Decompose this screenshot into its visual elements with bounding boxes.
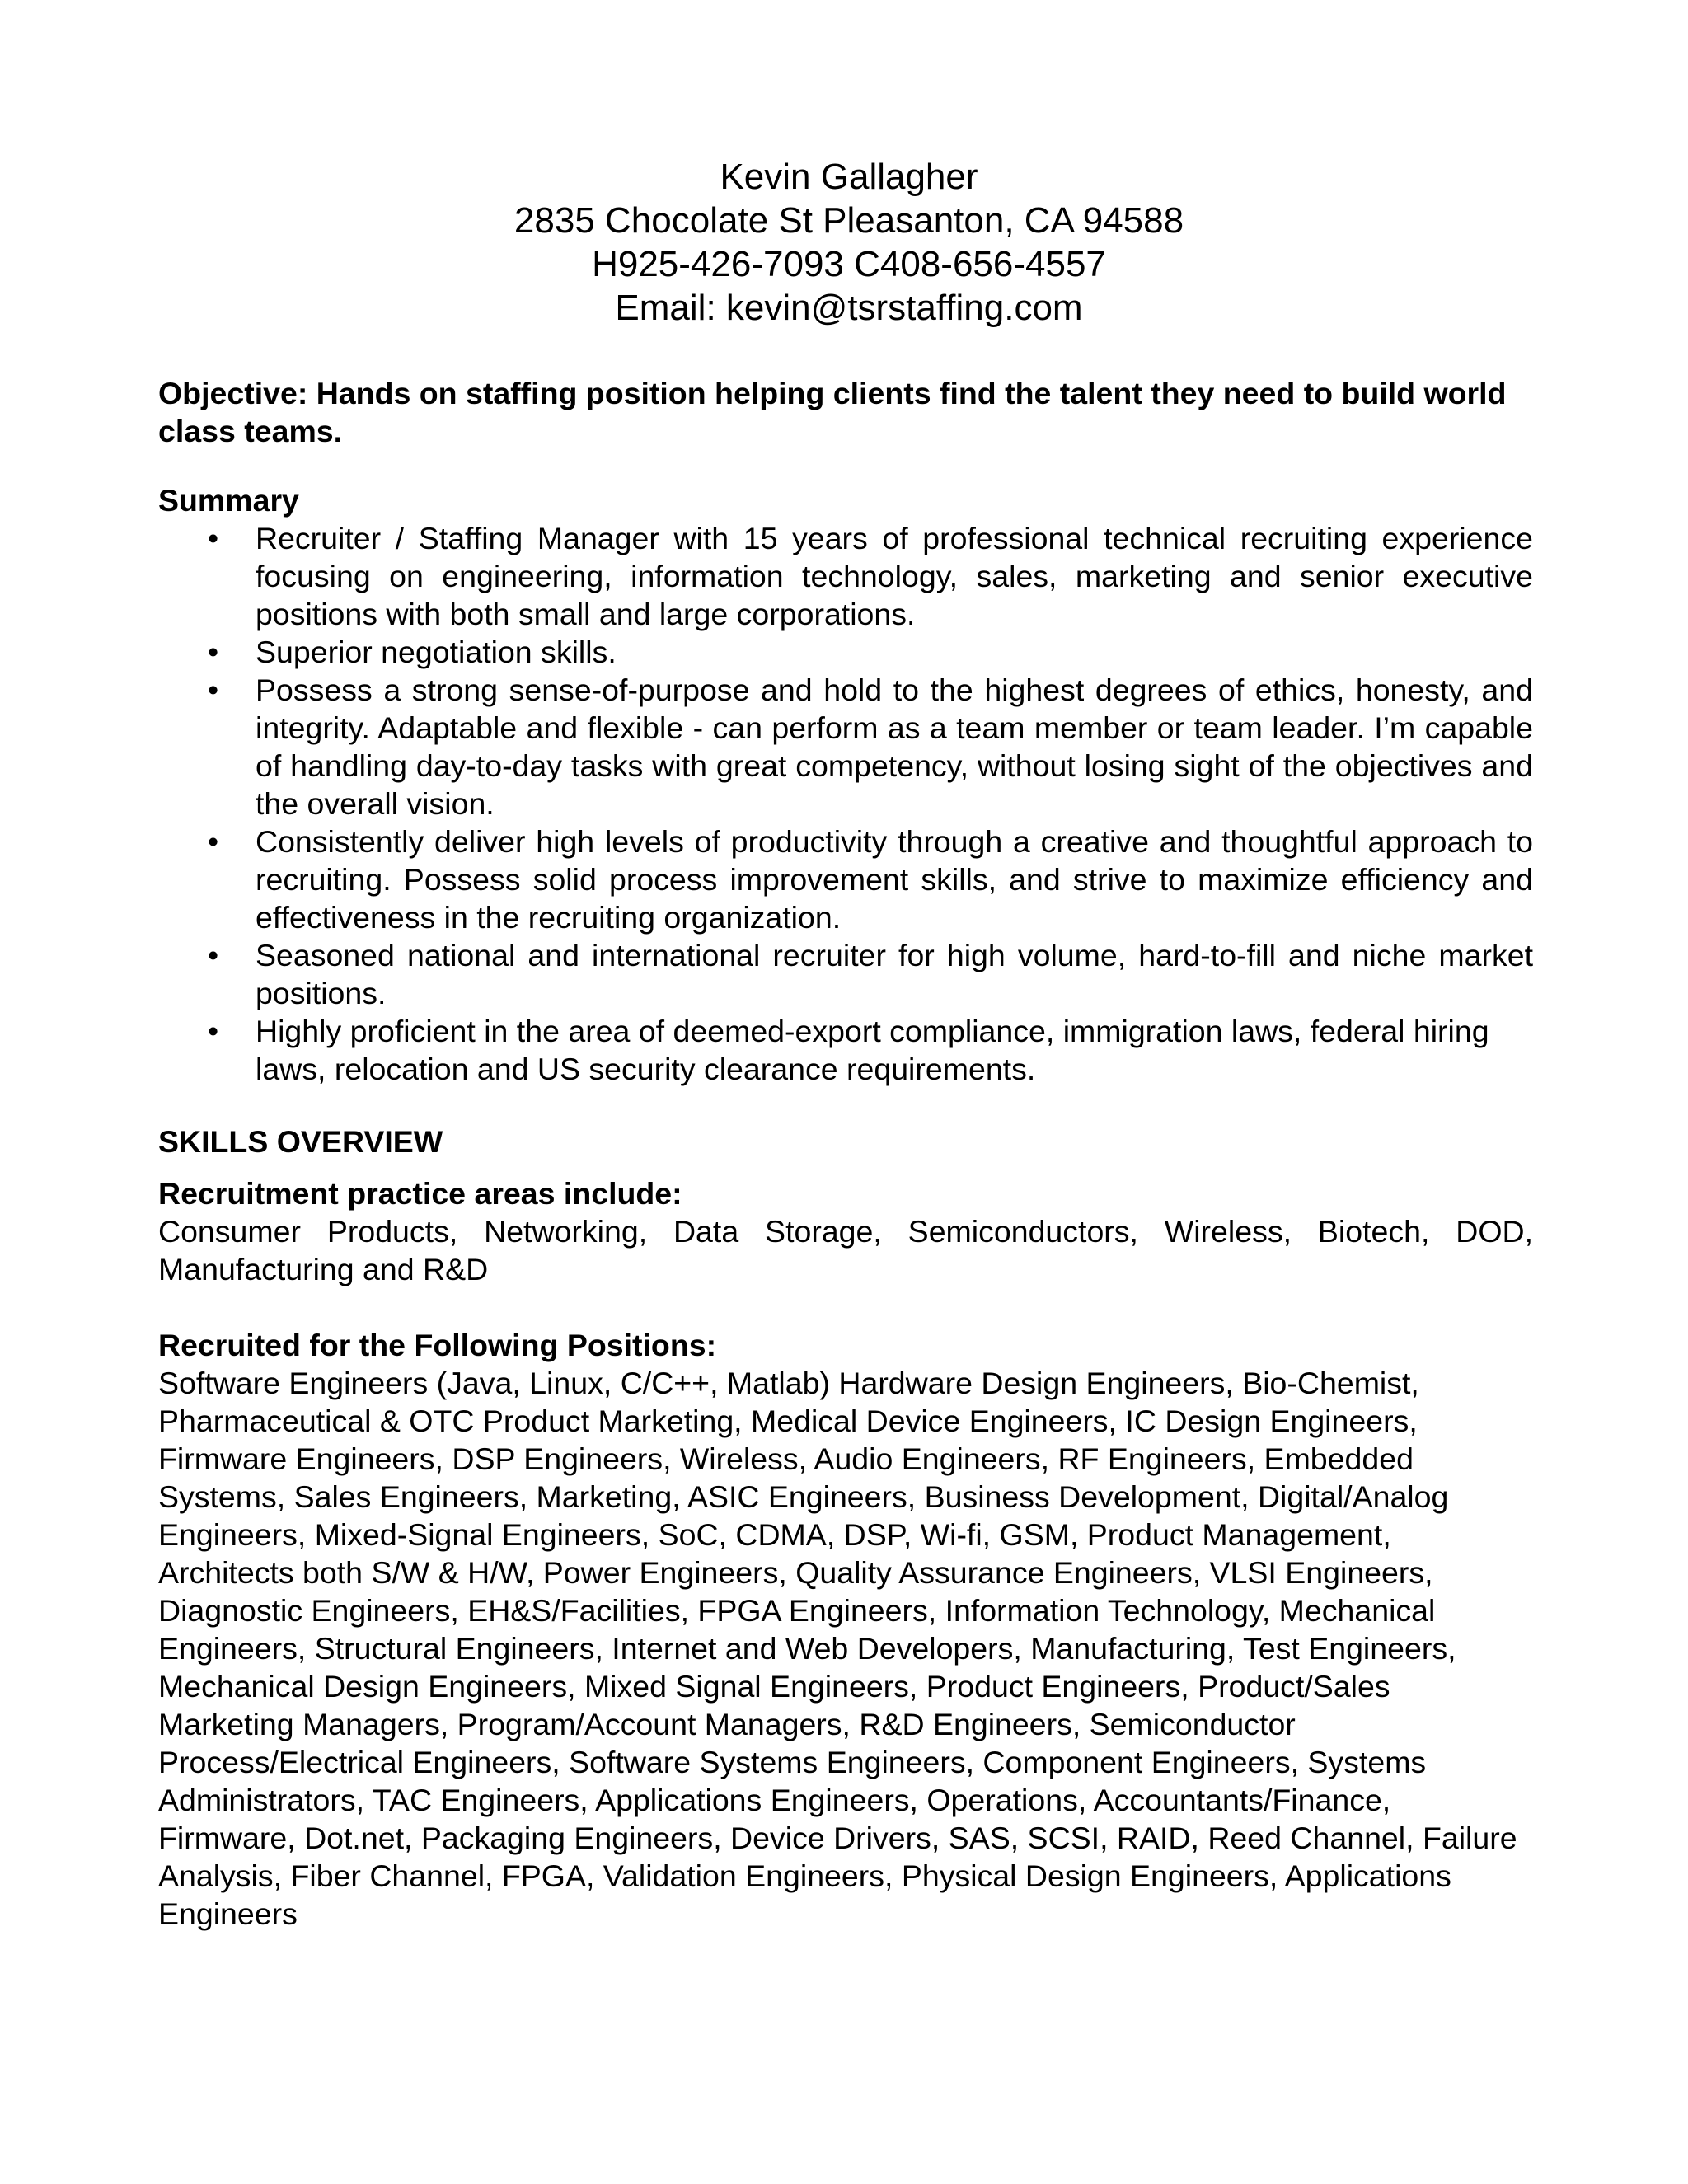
- email-address: Email: kevin@tsrstaffing.com: [615, 288, 1083, 328]
- summary-item-text: Seasoned national and international recruiter for high volume, hard-to-fill and niche market positions.: [256, 938, 1533, 1010]
- practice-areas-text: Consumer Products, Networking, Data Storage, Semiconductors, Wireless, Biotech, DOD, Manufacturing and R&D: [158, 1214, 1533, 1286]
- summary-item-text: Superior negotiation skills.: [256, 635, 617, 669]
- bullet-icon: •: [208, 1014, 219, 1048]
- positions-text: Software Engineers (Java, Linux, C/C++, Matlab) Hardware Design Engineers, Bio-Chemist, Pharmaceutical & OTC Product Marketing, Medical Device Engineers, IC Design Engineers, Firmware Engineers, DSP Engineers, Wireless, Audio Engineers, RF Engineers, Embedded Systems, Sales Engineers, Marketing, ASIC Engineers, Business Development, Digital/Analog Engineers, Mixed-Signal Engineers, SoC, CDMA, DSP, Wi-fi, GSM, Product Management, Architects both S/W & H/W, Power Engineers, Quality Assurance Engineers, VLSI Engineers, Diagnostic Engineers, EH&S/Facilities, FPGA Engineers, Information Technology, Mechanical Engineers, Structural Engineers, Internet and Web Developers, Manufacturing, Test Engineers, Mechanical Design Engineers, Mixed Signal Engineers, Product Engineers, Product/Sales Marketing Managers, Program/Account Managers, R&D Engineers, Semiconductor Process/Electrical Engineers, Software Systems Engineers, Component Engineers, Systems Administrators, TAC Engineers, Applications Engineers, Operations, Accountants/Finance, Firmware, Dot.net, Packaging Engineers, Device Drivers, SAS, SCSI, RAID, Reed Channel, Failure Analysis, Fiber Channel, FPGA, Validation Engineers, Physical Design Engineers, Applications Engineers: [158, 1366, 1517, 1931]
- bullet-icon: •: [208, 673, 219, 707]
- bullet-icon: •: [208, 635, 219, 669]
- summary-item: [158, 519, 1533, 633]
- summary-section: [158, 481, 1533, 1088]
- summary-list: [158, 519, 1533, 1088]
- summary-heading: Summary: [158, 483, 299, 518]
- street-address: 2835 Chocolate St Pleasanton, CA 94588: [513, 200, 1184, 241]
- practice-areas-block: [158, 1174, 1533, 1288]
- positions-block: [158, 1326, 1533, 1933]
- objective-statement: Objective: Hands on staffing position helping clients find the talent they need to build world class teams.: [158, 376, 1507, 448]
- summary-item: [158, 823, 1533, 936]
- positions-heading: Recruited for the Following Positions:: [158, 1328, 717, 1362]
- summary-item-text: Highly proficient in the area of deemed-export compliance, immigration laws, federal hiring laws, relocation and US security clearance requirements.: [256, 1014, 1489, 1086]
- contact-header: [165, 155, 1533, 330]
- summary-item-text: Possess a strong sense-of-purpose and hold to the highest degrees of ethics, honesty, and integrity. Adaptable and flexible - can perform as a team member or team leader. I’m capable of handling day-to-day tasks with great competency, without losing sight of the objectives and the overall vision.: [256, 673, 1533, 821]
- summary-item: [158, 936, 1533, 1012]
- bullet-icon: •: [208, 521, 219, 555]
- summary-item-text: Consistently deliver high levels of productivity through a creative and thoughtful approach to recruiting. Possess solid process improvement skills, and strive to maximize efficiency and effectiveness in the recruiting organization.: [256, 824, 1533, 935]
- skills-heading: SKILLS OVERVIEW: [158, 1124, 443, 1159]
- phone-numbers: H925-426-7093 C408-656-4557: [592, 244, 1106, 284]
- candidate-name: Kevin Gallagher: [720, 157, 978, 197]
- summary-item: [158, 671, 1533, 823]
- summary-item: [158, 633, 1533, 671]
- practice-areas-heading: Recruitment practice areas include:: [158, 1176, 682, 1211]
- summary-item: [158, 1012, 1533, 1088]
- summary-item-text: Recruiter / Staffing Manager with 15 years of professional technical recruiting experience focusing on engineering, information technology, sales, marketing and senior executive positions with both small and large corporations.: [256, 521, 1533, 631]
- bullet-icon: •: [208, 938, 219, 972]
- bullet-icon: •: [208, 824, 219, 859]
- skills-overview-section: [158, 1122, 1533, 1933]
